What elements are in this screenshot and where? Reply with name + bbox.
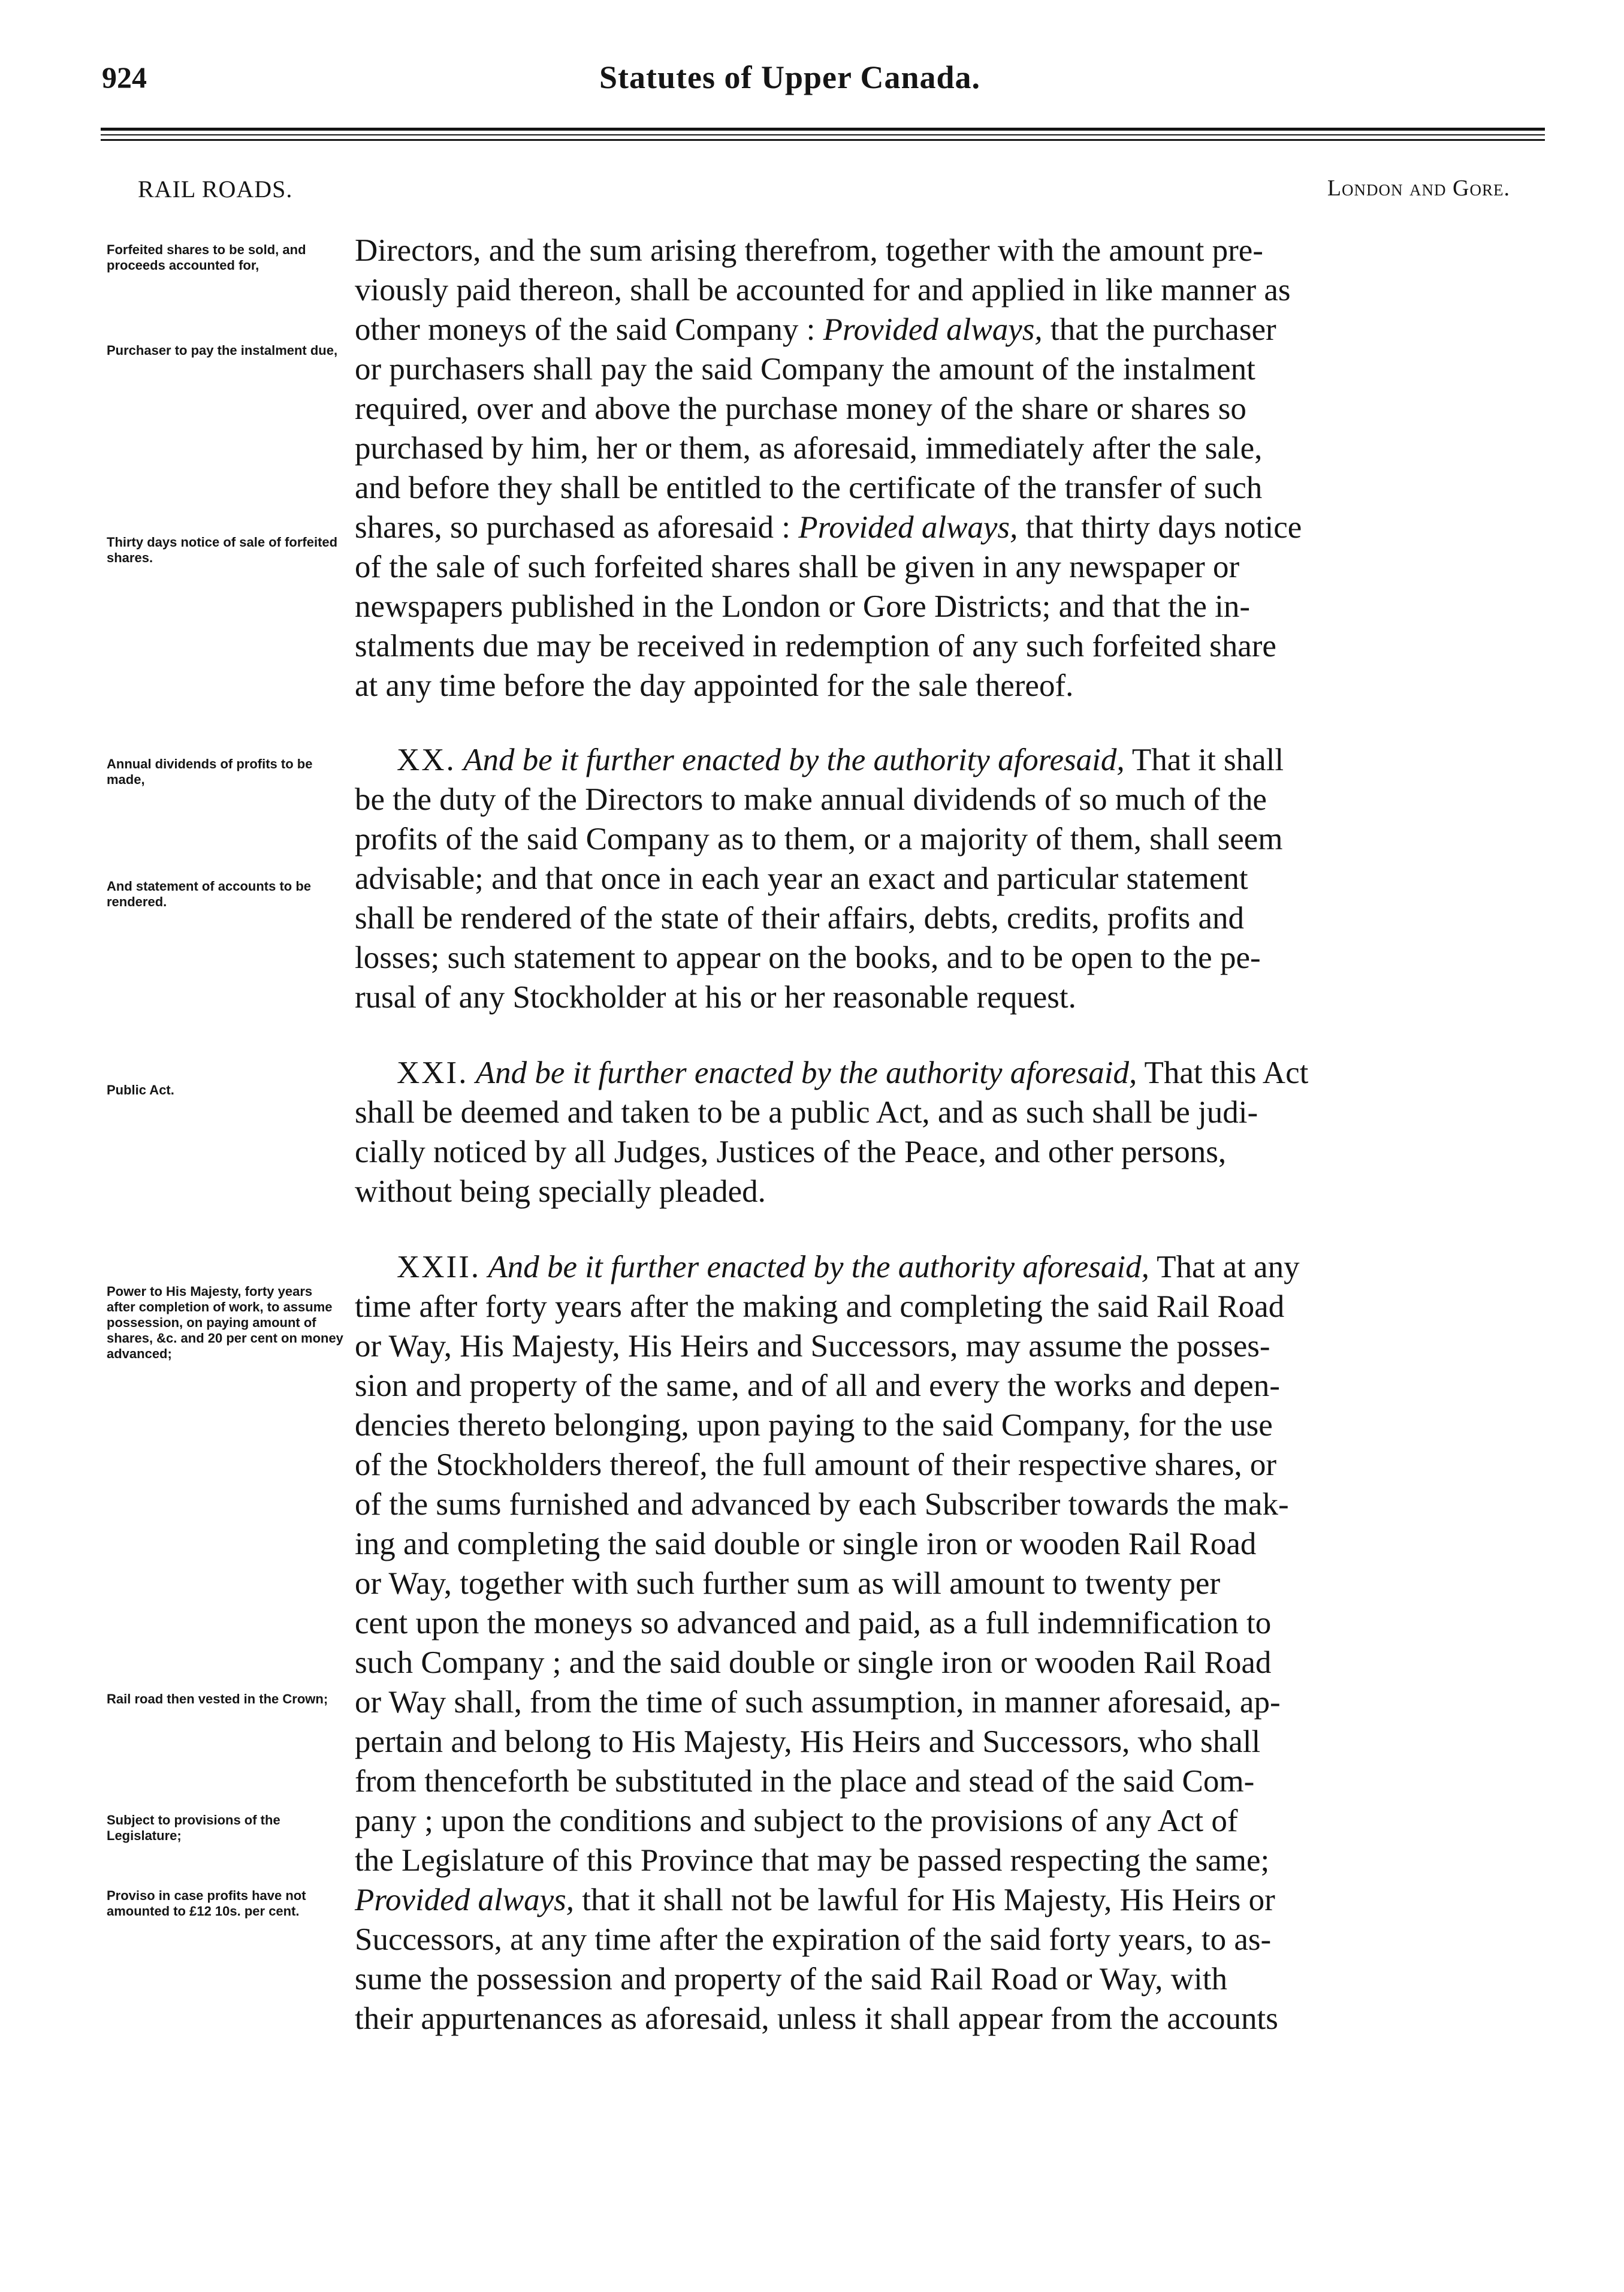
proviso-phrase: Provided always, bbox=[798, 510, 1018, 545]
body-line: purchased by him, her or them, as aforesaid, immediately after the sale, bbox=[355, 431, 1263, 466]
body-line bbox=[355, 508, 1550, 547]
body-line: Directors, and the sum arising therefrom, together with the amount pre- bbox=[355, 233, 1263, 268]
body-text: That this Act bbox=[1137, 1055, 1309, 1090]
body-line: or Way, His Majesty, His Heirs and Successors, may assume the posses- bbox=[355, 1329, 1270, 1364]
header-rule bbox=[101, 128, 1545, 131]
enacting-clause: And be it further enacted by the authority aforesaid, bbox=[468, 1055, 1137, 1090]
margin-note: Power to His Majesty, forty years after completion of work, to assume possession, on paying amount of shares, &c. and 20 per cent on money advanced; bbox=[107, 1284, 343, 1361]
body-line: of the Stockholders thereof, the full amount of their respective shares, or bbox=[355, 1447, 1276, 1482]
body-line: losses; such statement to appear on the books, and to be open to the pe- bbox=[355, 940, 1261, 975]
body-line: shall be rendered of the state of their affairs, debts, credits, profits and bbox=[355, 901, 1244, 936]
body-line: pertain and belong to His Majesty, His Heirs and Successors, who shall bbox=[355, 1724, 1261, 1759]
body-line: cent upon the moneys so advanced and paid, as a full indemnification to bbox=[355, 1606, 1272, 1640]
section-number: XXII. bbox=[397, 1250, 481, 1284]
body-line: shall be deemed and taken to be a public Act, and as such shall be judi- bbox=[355, 1095, 1258, 1130]
page-number: 924 bbox=[102, 61, 147, 94]
proviso-phrase: Provided always, bbox=[355, 1883, 575, 1917]
body-line bbox=[355, 1053, 1550, 1093]
body-text: that thirty days notice bbox=[1018, 510, 1302, 545]
margin-note: Annual dividends of profits to be made, bbox=[107, 756, 313, 787]
body-line: or purchasers shall pay the said Company the amount of the instalment bbox=[355, 352, 1255, 387]
body-line bbox=[355, 740, 1550, 780]
body-line: dencies thereto belonging, upon paying to the said Company, for the use bbox=[355, 1408, 1273, 1443]
body-line: and before they shall be entitled to the certificate of the transfer of such bbox=[355, 471, 1263, 505]
body-line bbox=[355, 310, 1550, 349]
body-line: sume the possession and property of the said Rail Road or Way, with bbox=[355, 1962, 1227, 1997]
body-line: required, over and above the purchase money of the share or shares so bbox=[355, 391, 1246, 426]
body-line: from thenceforth be substituted in the place and stead of the said Com- bbox=[355, 1764, 1255, 1799]
proviso-phrase: Provided always, bbox=[823, 312, 1043, 347]
margin-note: Thirty days notice of sale of forfeited shares. bbox=[107, 535, 338, 565]
header-rule bbox=[101, 139, 1545, 141]
body-line bbox=[355, 1247, 1550, 1287]
body-line: or Way shall, from the time of such assumption, in manner aforesaid, ap- bbox=[355, 1685, 1281, 1720]
body-text: that the purchaser bbox=[1042, 312, 1276, 347]
enacting-clause: And be it further enacted by the authority aforesaid, bbox=[455, 743, 1125, 777]
body-line: viously paid thereon, shall be accounted for and applied in like manner as bbox=[355, 273, 1291, 307]
enacting-clause: And be it further enacted by the authority aforesaid, bbox=[481, 1250, 1149, 1284]
body-line: their appurtenances as aforesaid, unless it shall appear from the accounts bbox=[355, 2001, 1278, 2036]
body-line bbox=[355, 1880, 1550, 1920]
body-line: of the sums furnished and advanced by each Subscriber towards the mak- bbox=[355, 1487, 1289, 1522]
body-line: ing and completing the said double or single iron or wooden Rail Road bbox=[355, 1527, 1257, 1561]
body-line: of the sale of such forfeited shares shall be given in any newspaper or bbox=[355, 550, 1240, 584]
body-text: shares, so purchased as aforesaid : bbox=[355, 510, 799, 545]
body-line: time after forty years after the making and completing the said Rail Road bbox=[355, 1289, 1285, 1324]
section-title-right: London and Gore. bbox=[1327, 176, 1510, 201]
body-line: rusal of any Stockholder at his or her reasonable request. bbox=[355, 980, 1076, 1015]
section-number: XX. bbox=[397, 743, 456, 777]
margin-note: Purchaser to pay the instalment due, bbox=[107, 343, 338, 358]
running-title: Statutes of Upper Canada. bbox=[599, 59, 981, 95]
body-text: other moneys of the said Company : bbox=[355, 312, 823, 347]
body-line: cially noticed by all Judges, Justices of the Peace, and other persons, bbox=[355, 1135, 1227, 1169]
body-line: such Company ; and the said double or single iron or wooden Rail Road bbox=[355, 1645, 1272, 1680]
margin-note: Rail road then vested in the Crown; bbox=[107, 1691, 328, 1706]
body-line: sion and property of the same, and of all and every the works and depen- bbox=[355, 1368, 1280, 1403]
section-title-left: RAIL ROADS. bbox=[138, 176, 293, 203]
body-line: be the duty of the Directors to make annual dividends of so much of the bbox=[355, 782, 1267, 817]
margin-note: Public Act. bbox=[107, 1082, 174, 1097]
body-line: or Way, together with such further sum as will amount to twenty per bbox=[355, 1566, 1221, 1601]
margin-note: And statement of accounts to be rendered. bbox=[107, 879, 312, 909]
margin-note: Forfeited shares to be sold, and proceeds accounted for, bbox=[107, 242, 306, 273]
body-text: That it shall bbox=[1124, 743, 1284, 777]
margin-note: Subject to provisions of the Legislature; bbox=[107, 1813, 280, 1843]
body-line: at any time before the day appointed for the sale thereof. bbox=[355, 668, 1074, 703]
body-line: Successors, at any time after the expiration of the said forty years, to as- bbox=[355, 1922, 1272, 1957]
body-text: That at any bbox=[1149, 1250, 1300, 1284]
body-text: that it shall not be lawful for His Majesty, His Heirs or bbox=[574, 1883, 1275, 1917]
margin-note: Proviso in case profits have not amounted to £12 10s. per cent. bbox=[107, 1888, 306, 1919]
body-line: stalments due may be received in redemption of any such forfeited share bbox=[355, 629, 1276, 664]
section-number: XXI. bbox=[397, 1055, 469, 1090]
body-line: profits of the said Company as to them, or a majority of them, shall seem bbox=[355, 822, 1283, 857]
body-line: without being specially pleaded. bbox=[355, 1174, 766, 1209]
body-line: pany ; upon the conditions and subject to the provisions of any Act of bbox=[355, 1804, 1238, 1838]
header-rule bbox=[101, 134, 1545, 135]
body-line: newspapers published in the London or Gore Districts; and that the in- bbox=[355, 589, 1250, 624]
body-line: advisable; and that once in each year an exact and particular statement bbox=[355, 861, 1248, 896]
body-line: the Legislature of this Province that may be passed respecting the same; bbox=[355, 1843, 1270, 1878]
